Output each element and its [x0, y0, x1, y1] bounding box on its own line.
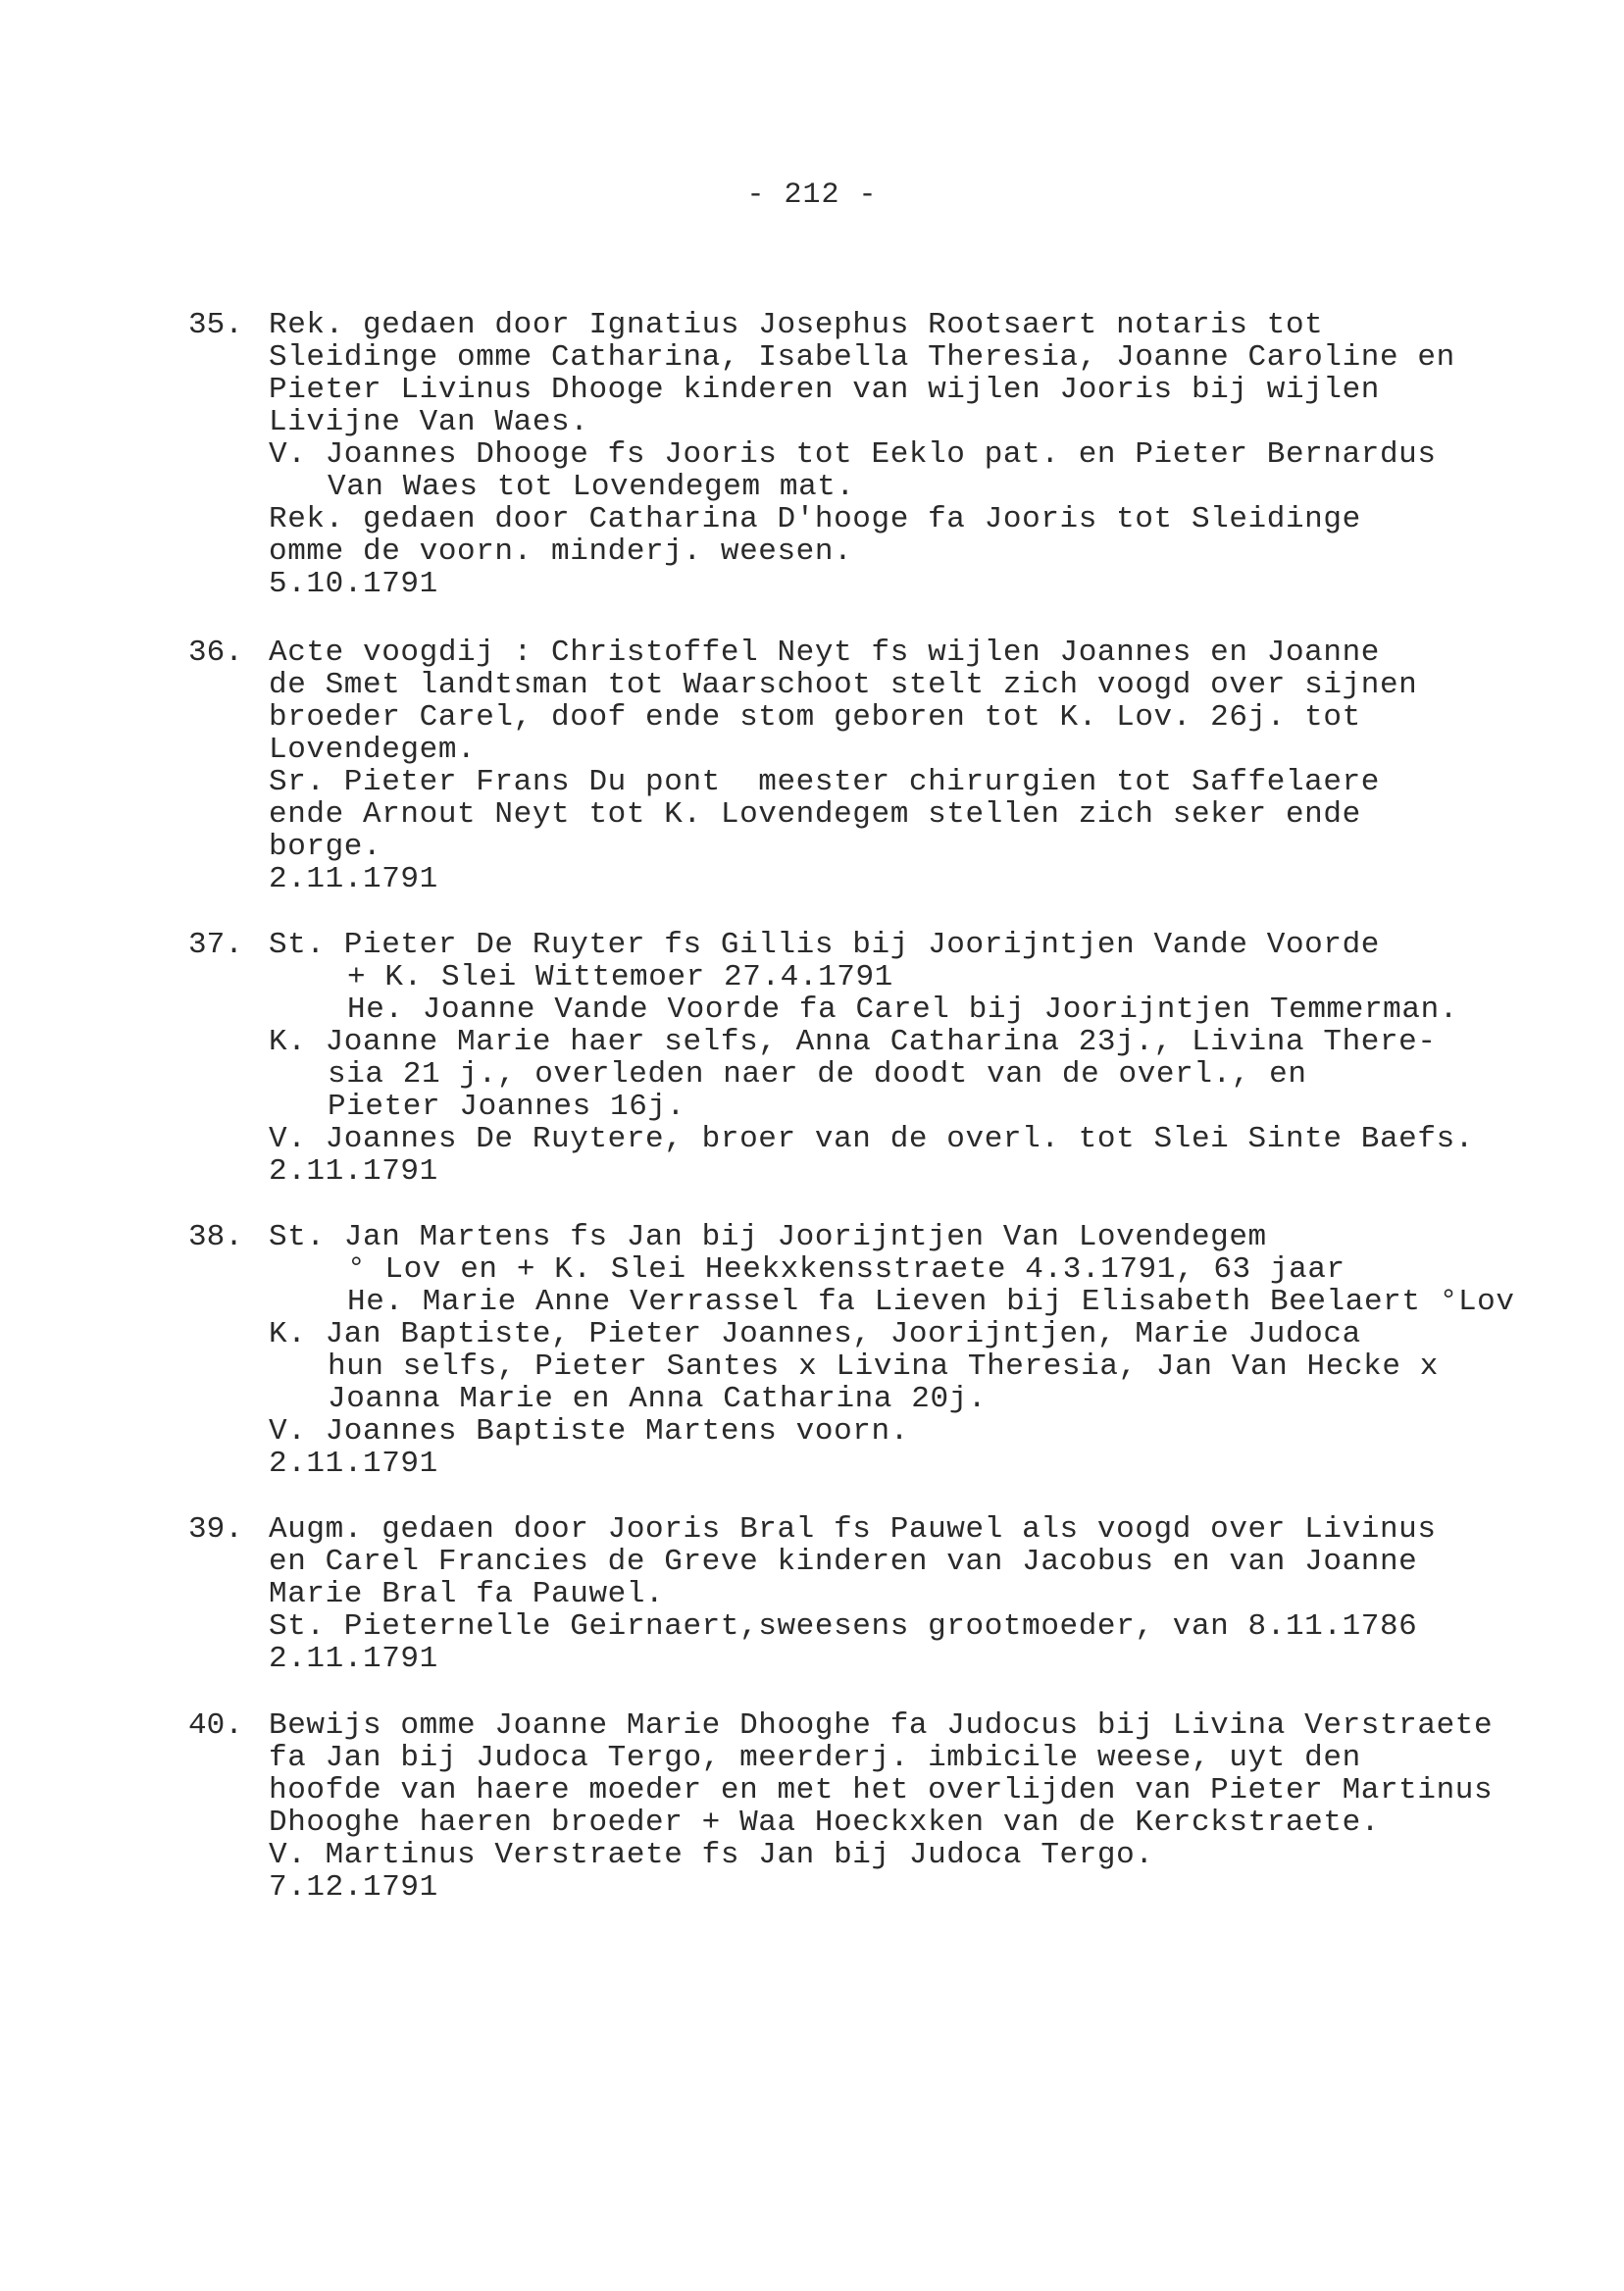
entry-line: St. Pieternelle Geirnaert,sweesens grootmoeder, van 8.11.1786 [269, 1609, 1418, 1644]
entry-line: hun selfs, Pieter Santes x Livina Theresia, Jan Van Hecke x [328, 1349, 1439, 1384]
entry-line: Pieter Joannes 16j. [328, 1090, 685, 1124]
entry-line: St. Pieter De Ruyter fs Gillis bij Joorijntjen Vande Voorde [269, 928, 1380, 962]
entry-line: V. Martinus Verstraete fs Jan bij Judoca Tergo. [269, 1838, 1154, 1872]
entry-text [269, 929, 1573, 1188]
entry-line: V. Joannes De Ruytere, broer van de overl. tot Slei Sinte Baefs. [269, 1122, 1474, 1156]
entry-line: Sr. Pieter Frans Du pont meester chirurgien tot Saffelaere [269, 765, 1380, 799]
entry-line: fa Jan bij Judoca Tergo, meerderj. imbicile weese, uyt den [269, 1741, 1361, 1775]
entry-text [269, 1709, 1573, 1904]
entry-line: He. Joanne Vande Voorde fa Carel bij Joorijntjen Temmerman. [347, 993, 1458, 1027]
entry-line: 7.12.1791 [269, 1870, 438, 1905]
entry-line: Livijne Van Waes. [269, 405, 589, 439]
entry-text [269, 1513, 1573, 1675]
entry-line: 2.11.1791 [269, 1642, 438, 1676]
entry-line: Rek. gedaen door Ignatius Josephus Rootsaert notaris tot [269, 308, 1324, 342]
entry-line: Joanna Marie en Anna Catharina 20j. [328, 1382, 988, 1416]
entry-line: Van Waes tot Lovendegem mat. [328, 470, 855, 504]
entry-line: Rek. gedaen door Catharina D'hooge fa Jooris tot Sleidinge [269, 502, 1361, 536]
entry-line: He. Marie Anne Verrassel fa Lieven bij Elisabeth Beelaert °Lov [347, 1285, 1515, 1319]
entry-text [269, 309, 1573, 600]
entry-line: sia 21 j., overleden naer de doodt van de overl., en [328, 1057, 1307, 1092]
entry-line: de Smet landtsman tot Waarschoot stelt zich voogd over sijnen [269, 668, 1418, 702]
entry-line: + K. Slei Wittemoer 27.4.1791 [347, 960, 893, 994]
entry-line: broeder Carel, doof ende stom geboren tot K. Lov. 26j. tot [269, 700, 1361, 735]
entry-line: Augm. gedaen door Jooris Bral fs Pauwel als voogd over Livinus [269, 1512, 1437, 1547]
entry-line: Sleidinge omme Catharina, Isabella Theresia, Joanne Caroline en [269, 340, 1455, 375]
entry-line: hoofde van haere moeder en met het overlijden van Pieter Martinus [269, 1773, 1494, 1807]
entry-number: 40. [188, 1708, 243, 1743]
entry-line: Lovendegem. [269, 733, 477, 767]
page-number: - 212 - [746, 178, 878, 212]
entry-line: Acte voogdij : Christoffel Neyt fs wijlen Joannes en Joanne [269, 636, 1380, 670]
entry-line: K. Jan Baptiste, Pieter Joannes, Joorijntjen, Marie Judoca [269, 1317, 1361, 1351]
entry-line: ° Lov en + K. Slei Heekxkensstraete 4.3.1791, 63 jaar [347, 1252, 1345, 1287]
entry-number: 37. [188, 928, 243, 962]
entry-line: V. Joannes Dhooge fs Jooris tot Eeklo pat. en Pieter Bernardus [269, 437, 1437, 472]
entry-line: Bewijs omme Joanne Marie Dhooghe fa Judocus bij Livina Verstraete [269, 1708, 1494, 1743]
entry-line: 2.11.1791 [269, 1447, 438, 1481]
entry-line: 2.11.1791 [269, 1154, 438, 1189]
entry-line: 5.10.1791 [269, 567, 438, 601]
entry-line: Marie Bral fa Pauwel. [269, 1577, 665, 1611]
entry-line: omme de voorn. minderj. weesen. [269, 535, 853, 569]
entry-number: 35. [188, 308, 243, 342]
entry-line: V. Joannes Baptiste Martens voorn. [269, 1414, 909, 1449]
entry-line: en Carel Francies de Greve kinderen van Jacobus en van Joanne [269, 1545, 1418, 1579]
entry-line: K. Joanne Marie haer selfs, Anna Catharina 23j., Livina There- [269, 1025, 1437, 1059]
entry-line: Dhooghe haeren broeder + Waa Hoeckxken van de Kerckstraete. [269, 1806, 1380, 1840]
entry-line: St. Jan Martens fs Jan bij Joorijntjen Van Lovendegem [269, 1220, 1267, 1254]
entry-line: 2.11.1791 [269, 862, 438, 896]
entry-number: 36. [188, 636, 243, 670]
entry-text [269, 636, 1573, 895]
entry-line: borge. [269, 830, 382, 864]
entry-number: 39. [188, 1512, 243, 1547]
entry-text [269, 1221, 1573, 1480]
entry-line: Pieter Livinus Dhooge kinderen van wijlen Jooris bij wijlen [269, 373, 1380, 407]
entry-number: 38. [188, 1220, 243, 1254]
entry-line: ende Arnout Neyt tot K. Lovendegem stellen zich seker ende [269, 797, 1361, 832]
